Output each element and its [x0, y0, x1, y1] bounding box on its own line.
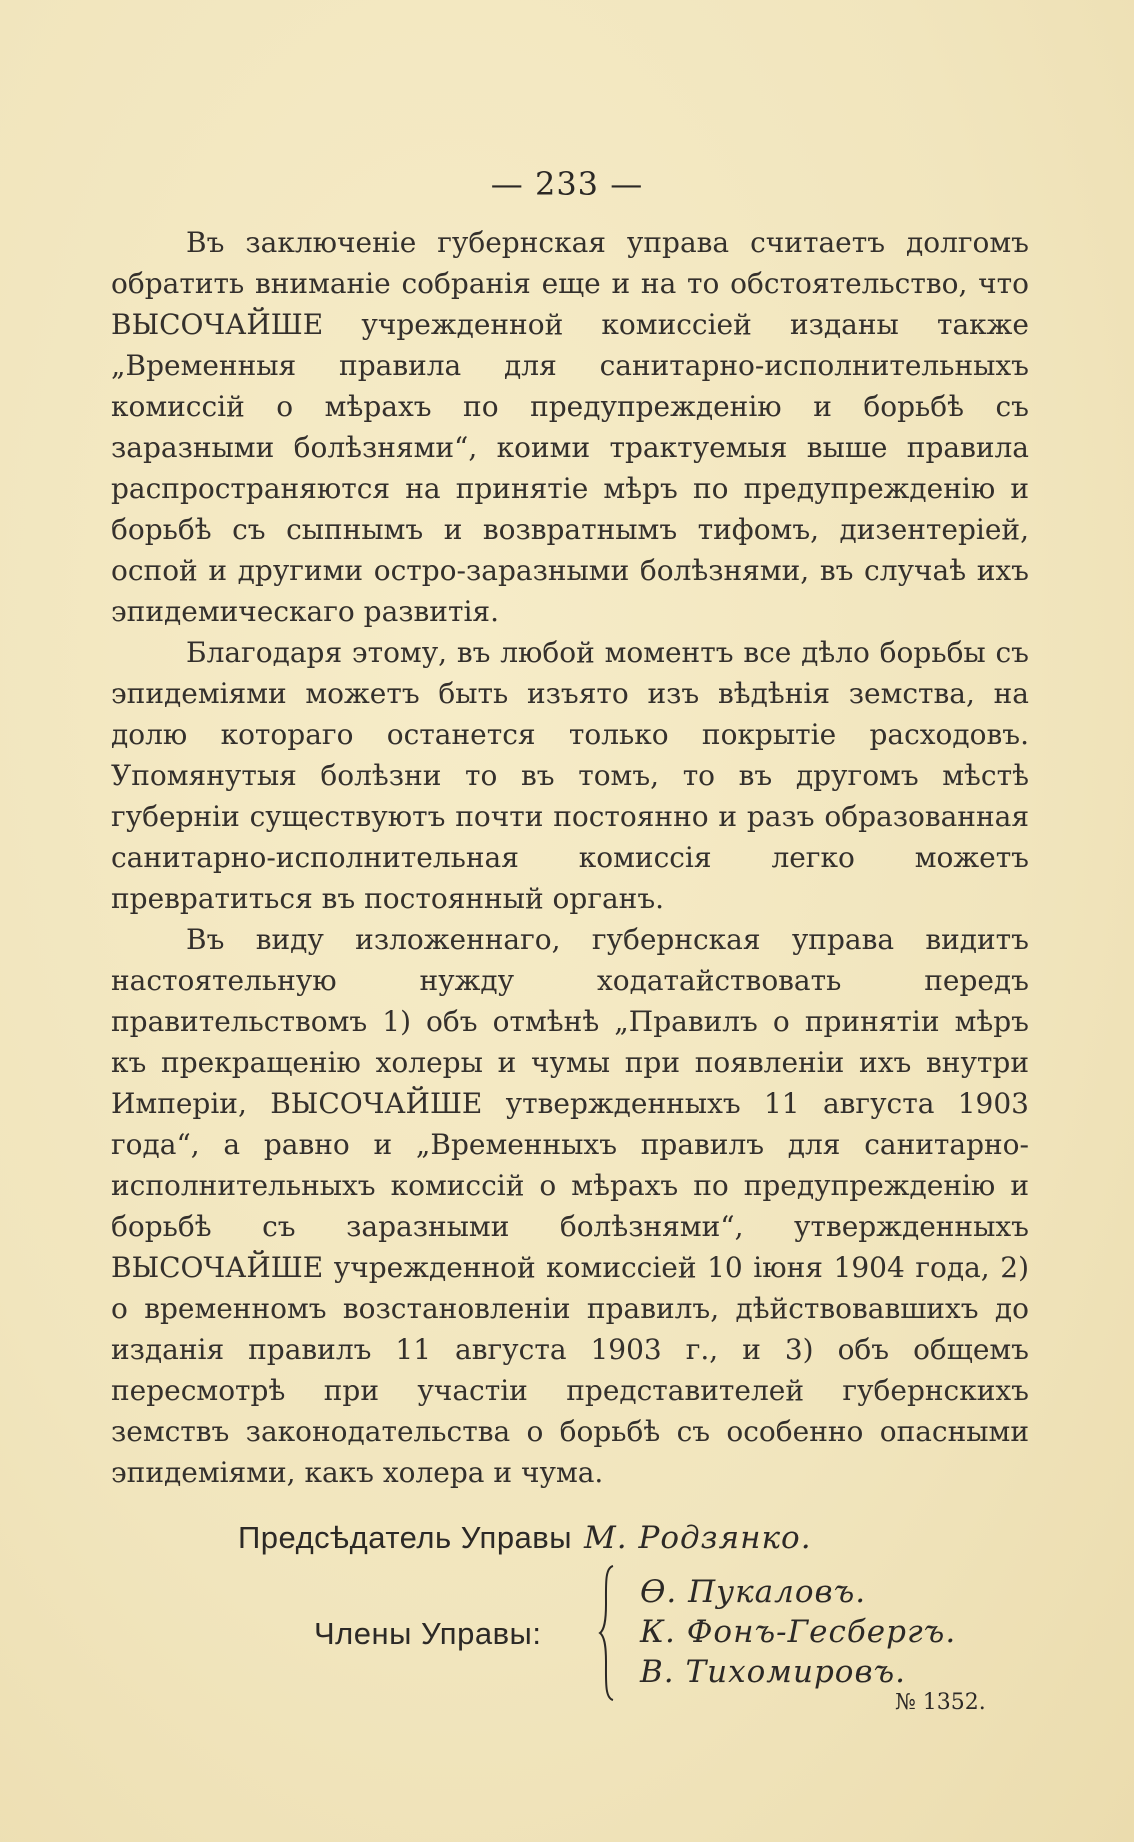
members-list	[640, 1572, 956, 1692]
member-name: К. Фонъ-Гесбергъ.	[640, 1614, 957, 1650]
chairman-name: М. Родзянко.	[584, 1520, 812, 1556]
paragraph-conclusion: Въ заключеніе губернская управа считаетъ долгомъ обратить вниманіе собранія еще и на то обстоятельство, что ВЫСОЧАЙШЕ учрежденной комиссіей изданы также „Временныя правила для санитарно-исполнительныхъ комиссій о мѣрахъ по предупрежденію и борьбѣ съ заразными болѣзнями“, коими трактуемыя выше правила распространяются на принятіе мѣръ по предупрежденію и борьбѣ съ сыпнымъ и возвратнымъ тифомъ, дизентеріей, оспой и другими остро-заразными болѣзнями, въ случаѣ ихъ эпидемическаго развитія.	[111, 226, 1029, 628]
curly-brace-icon	[598, 1564, 616, 1702]
chairman-line	[238, 1520, 812, 1556]
member-name: Ѳ. Пукаловъ.	[640, 1574, 867, 1610]
page-number: — 233 —	[490, 165, 644, 203]
paragraph-consequence: Благодаря этому, въ любой моментъ все дѣло борьбы съ эпидеміями можетъ быть изъято изъ вѣдѣнія земства, на долю котораго останется только покрытіе расходовъ. Упомянутыя болѣзни то въ томъ, то въ другомъ мѣстѣ губерніи существуютъ почти постоянно и разъ образованная санитарно-исполнительная комиссія легко можетъ превратиться въ постоянный органъ.	[111, 636, 1029, 915]
document-number: № 1352.	[895, 1690, 986, 1715]
chairman-role: Предсѣдатель Управы	[238, 1520, 573, 1555]
member-name: В. Тихомировъ.	[640, 1654, 907, 1690]
members-label: Члены Управы:	[314, 1616, 542, 1651]
paragraph-petition: Въ виду изложеннаго, губернская управа видитъ настоятельную нужду ходатайствовать передъ правительствомъ 1) объ отмѣнѣ „Правилъ о принятіи мѣръ къ прекращенію холеры и чумы при появленіи ихъ внутри Имперіи, ВЫСОЧАЙШЕ утвержденныхъ 11 августа 1903 года“, а равно и „Временныхъ правилъ для санитарно-исполнительныхъ комиссій о мѣрахъ по предупрежденію и борьбѣ съ заразными болѣзнями“, утвержденныхъ ВЫСОЧАЙШЕ учрежденной комиссіей 10 іюня 1904 года, 2) о временномъ возстановленіи правилъ, дѣйствовавшихъ до изданія правилъ 11 августа 1903 г., и 3) объ общемъ пересмотрѣ при участіи представителей губернскихъ земствъ законодательства о борьбѣ съ особенно опасными эпидеміями, какъ холера и чума.	[111, 923, 1029, 1489]
body-text	[111, 222, 1029, 1493]
